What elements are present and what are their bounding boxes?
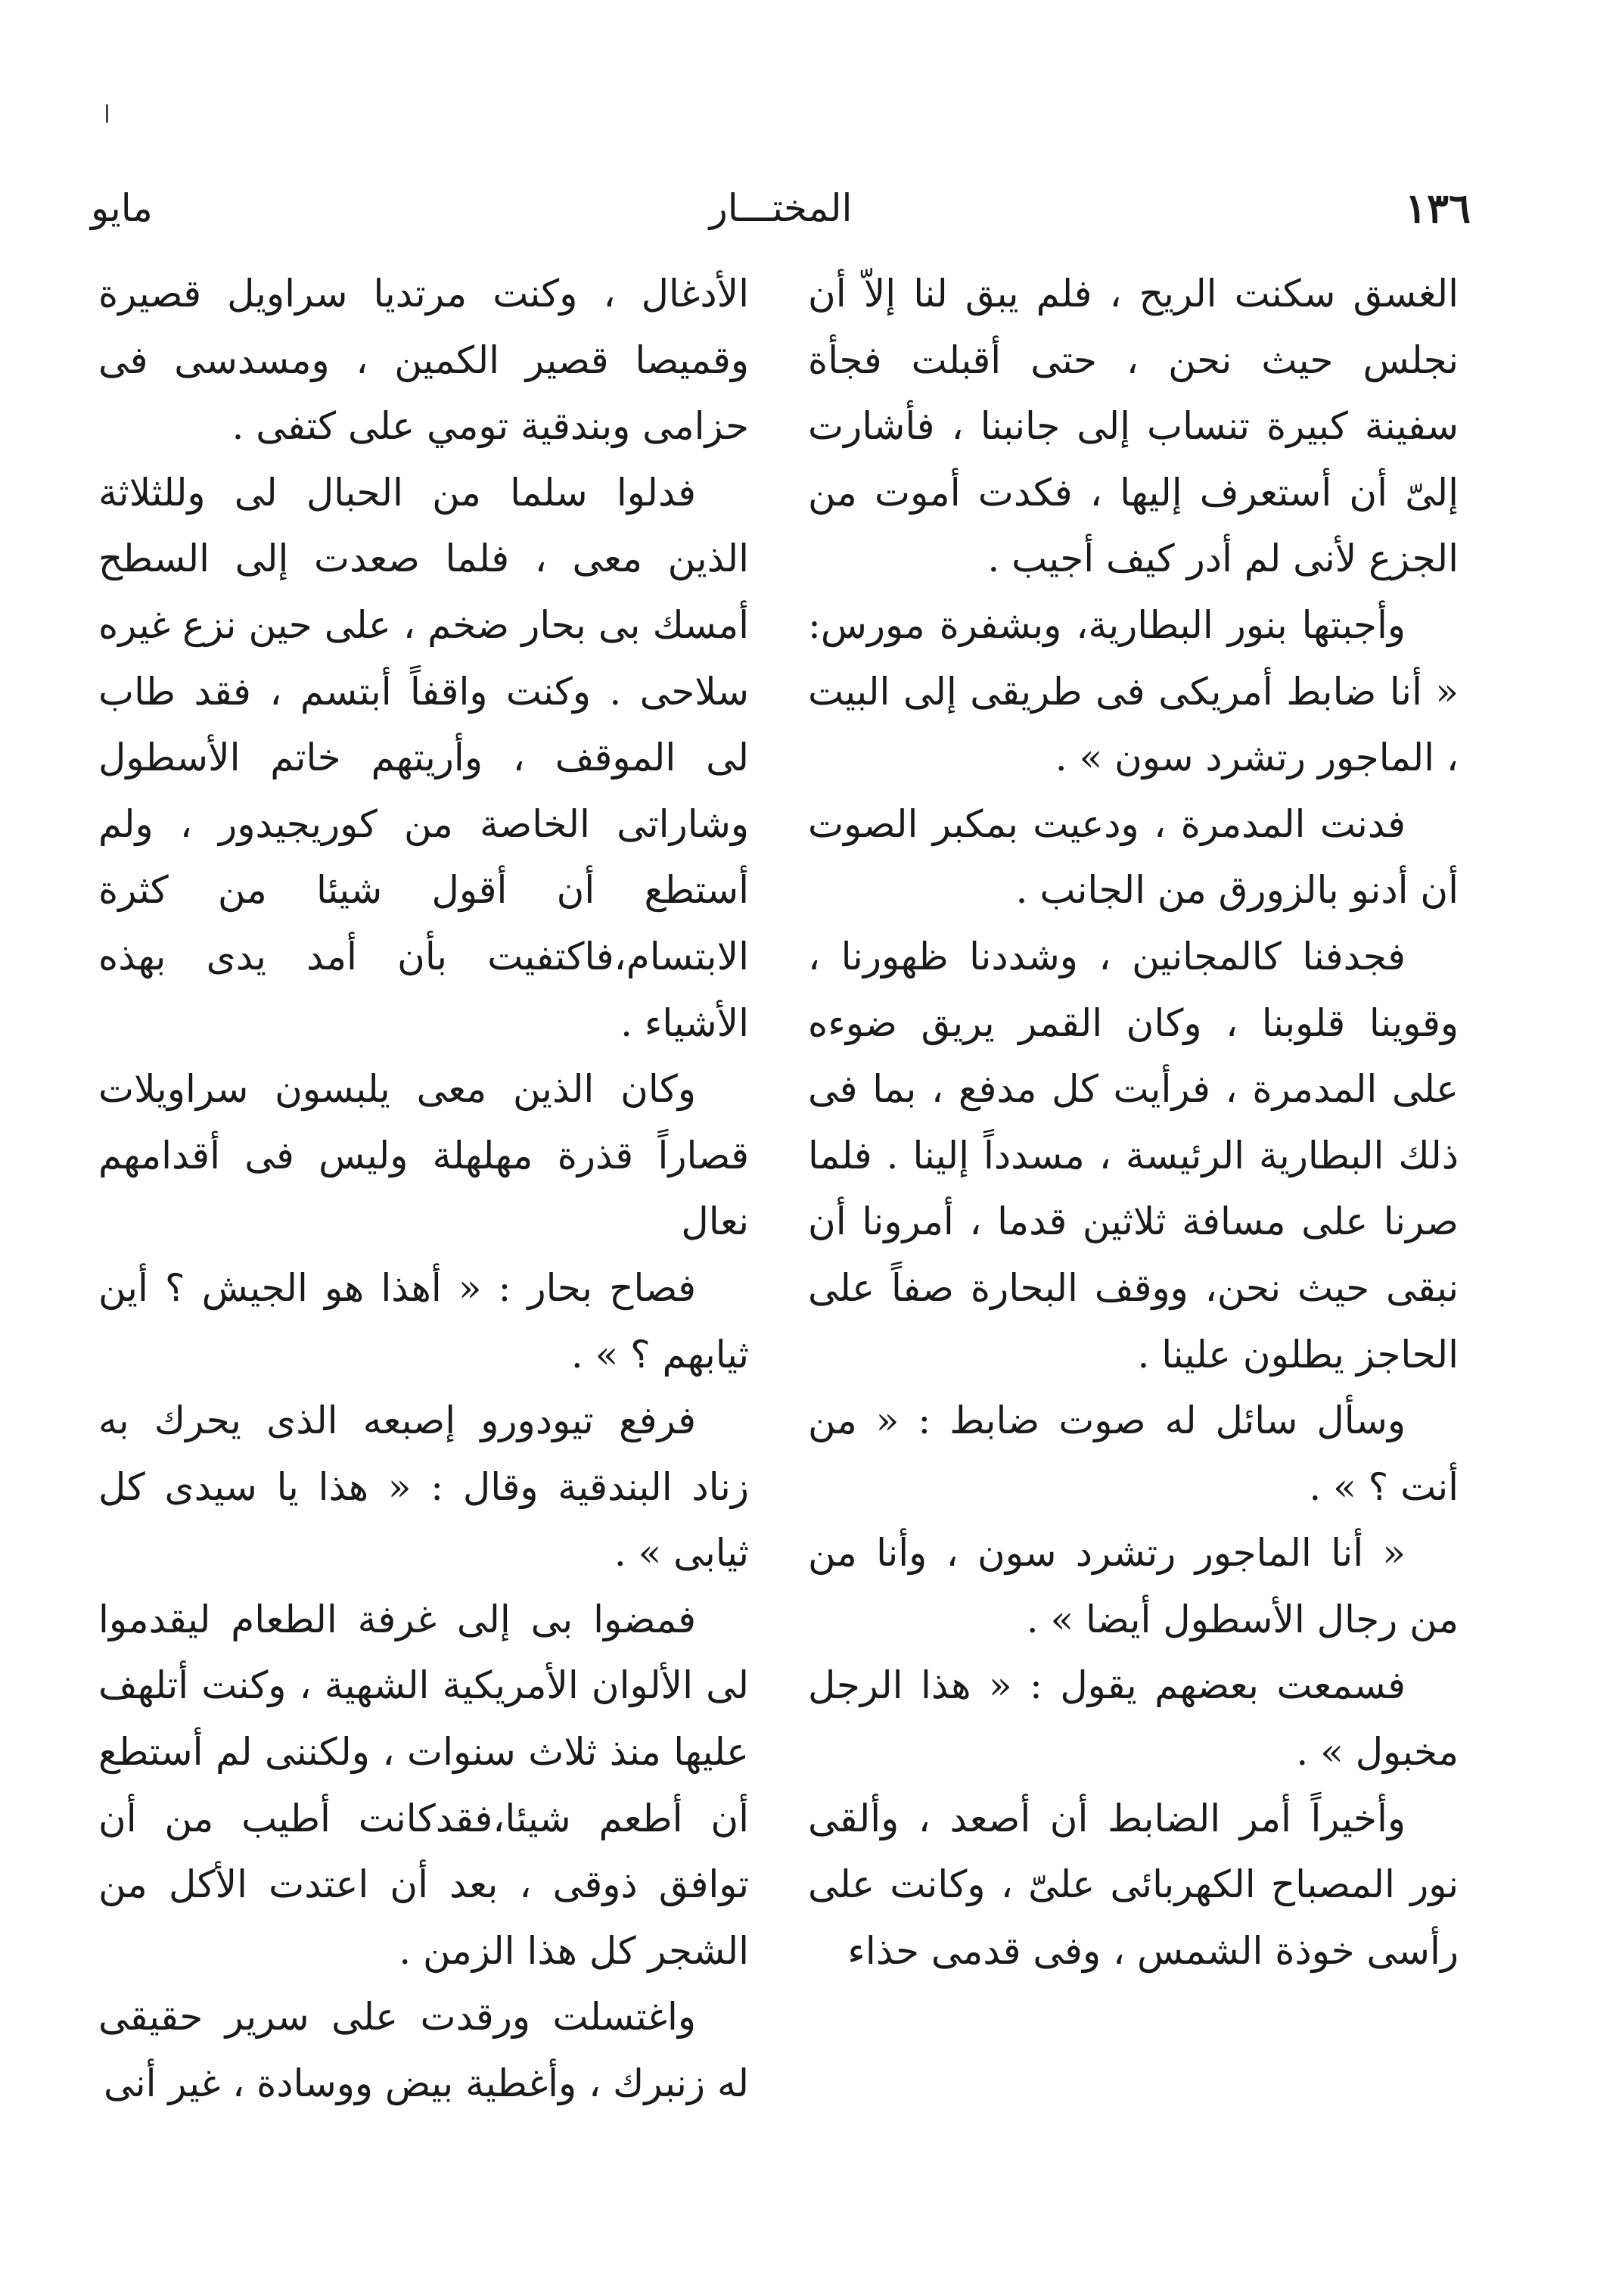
paragraph: فسمعت بعضهم يقول : « هذا الرجل مخبول » .: [808, 1663, 1459, 1775]
paragraph: فدنت المدمرة ، ودعيت بمكبر الصوت أن أدنو بالزورق من الجانب .: [808, 801, 1459, 913]
paragraph: الغسق سكنت الريح ، فلم يبق لنا إلاّ أن نجلس حيث نحن ، حتى أقبلت فجأة سفينة كبيرة تنساب إلى جانبنا ، فأشارت إلىّ أن أستعرف إليها ، فكدت أموت من الجزع لأنى لم أدر كيف أجيب .: [808, 272, 1459, 581]
issue-month: مايو: [91, 186, 153, 230]
paragraph: فمضوا بى إلى غرفة الطعام ليقدموا لى الألوان الأمريكية الشهية ، وكنت أتلهف عليها منذ ثلاث سنوات ، ولكننى لم أستطع أن أطعم شيئا،فقدكانت أطيب من أن توافق ذوقى ، بعد أن اعتدت الأكل من الشجر كل هذا الزمن .: [98, 1597, 749, 1973]
paragraph: فصاح بحار : « أهذا هو الجيش ؟ أين ثيابهم ؟ » .: [98, 1265, 749, 1377]
journal-title: المختـــار: [709, 186, 853, 230]
running-header: [91, 174, 1471, 242]
paragraph: فدلوا سلما من الحبال لى وللثلاثة الذين معى ، فلما صعدت إلى السطح أمسك بى بحار ضخم ، على حين نزع غيره سلاحى . وكنت واقفاً أبتسم ، فقد طاب لى الموقف ، وأريتهم خاتم الأسطول وشاراتى الخاصة من كوريجيدور ، ولم أستطع أن أقول شيئا من كثرة الابتسام،فاكتفيت بأن أمد يدى بهذه الأشياء .: [98, 470, 749, 1045]
paragraph: وكان الذين معى يلبسون سراويلات قصاراً قذرة مهلهلة وليس فى أقدامهم نعال: [98, 1067, 749, 1244]
paragraph: وأخيراً أمر الضابط أن أصعد ، وألقى نور المصباح الكهربائى علىّ ، وكانت على رأسى خوذة الشمس ، وفى قدمى حذاء: [808, 1796, 1459, 1973]
paragraph: فجدفنا كالمجانين ، وشددنا ظهورنا ، وقوينا قلوبنا ، وكان القمر يريق ضوءه على المدمرة ، فرأيت كل مدفع ، بما فى ذلك البطارية الرئيسة ، مسدداً إلينا . فلما صرنا على مسافة ثلاثين قدما ، أمرونا أن نبقى حيث نحن، ووقف البحارة صفاً على الحاجز يطلون علينا .: [808, 934, 1459, 1377]
paragraph: وسأل سائل له صوت ضابط : « من أنت ؟ » .: [808, 1398, 1459, 1509]
paragraph: وأجبتها بنور البطارية، وبشفرة مورس: « أنا ضابط أمريكى فى طريقى إلى البيت ، الماجور رتشرد سون » .: [808, 602, 1459, 780]
scan-mark: [106, 104, 108, 123]
paragraph: الأدغال ، وكنت مرتديا سراويل قصيرة وقميصا قصير الكمين ، ومسدسى فى حزامى وبندقية تومي على كتفى .: [98, 272, 749, 449]
page-number: ١٣٦: [1404, 184, 1471, 232]
column-gutter: [808, 265, 809, 2210]
left-column: [98, 261, 749, 2117]
right-column: [808, 261, 1459, 1984]
paragraph: « أنا الماجور رتشرد سون ، وأنا من من رجال الأسطول أيضا » .: [808, 1531, 1459, 1641]
paragraph: فرفع تيودورو إصبعه الذى يحرك به زناد البندقية وقال : « هذا يا سيدى كل ثيابى » .: [98, 1398, 749, 1576]
paragraph: واغتسلت ورقدت على سرير حقيقى له زنبرك ، وأغطية بيض ووسادة ، غير أنى: [98, 1995, 749, 2106]
